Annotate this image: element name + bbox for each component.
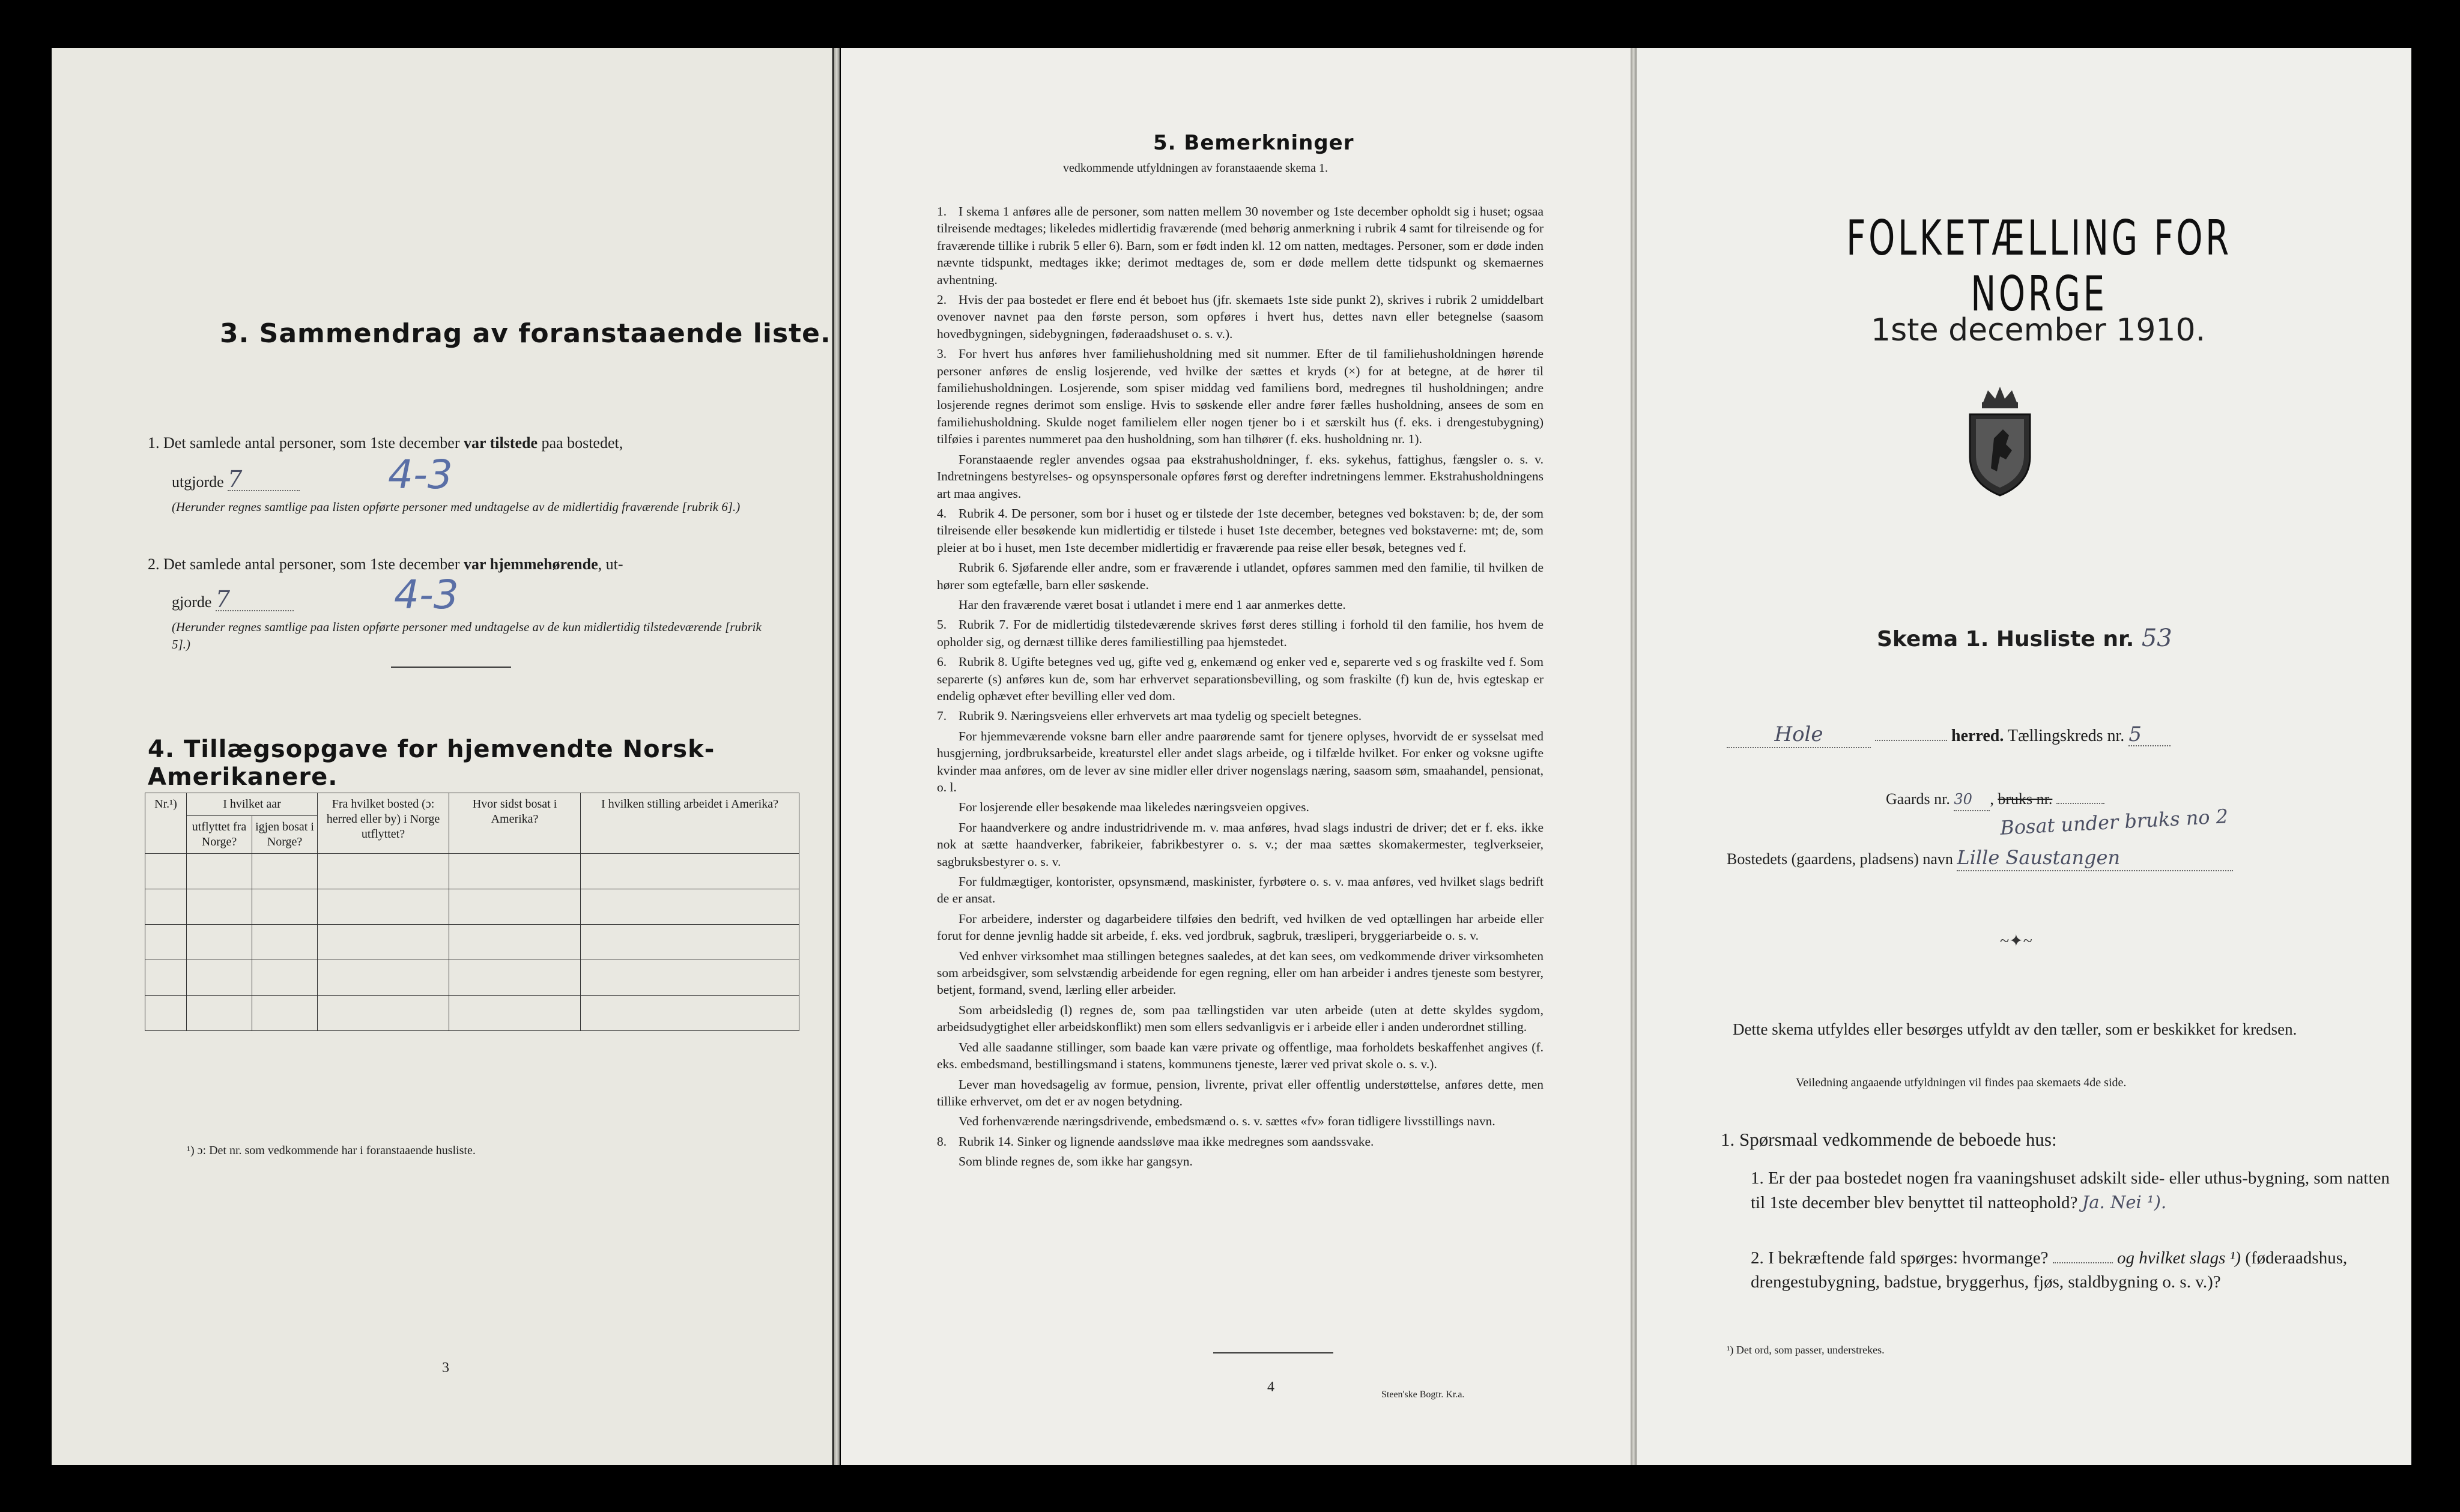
remark-paragraph	[937, 873, 1544, 907]
item1-note: (Herunder regnes samtlige paa listen opførte personer med undtagelse av de midlertidig fraværende [rubrik 6].)	[172, 500, 741, 514]
col-emigrated: utflyttet fra Norge?	[187, 816, 252, 854]
col-group-year: I hvilket aar	[187, 793, 318, 816]
instruction: Dette skema utfyldes eller besørges utfyldt av den tæller, som er beskikket for kredsen.	[1733, 1020, 2297, 1038]
remark-text: Som blinde regnes de, som ikke har gangsyn.	[959, 1154, 1193, 1169]
remark-number: 6.	[937, 655, 947, 670]
page-middle	[841, 48, 1631, 1465]
remark-text: Rubrik 7. For de midlertidig tilstedeværende skrives først deres stilling i forhold til den familie, hos hvem de opholder sig, og dernæst tillike deres familiestilling paa hjemstedet.	[937, 617, 1544, 649]
remark-paragraph	[937, 910, 1544, 945]
bottom-rule	[1213, 1352, 1333, 1353]
instruction-small: Veiledning angaaende utfyldningen vil findes paa skemaets 4de side.	[1796, 1076, 2127, 1089]
col-returned: igjen bosat i Norge?	[252, 816, 318, 854]
q1-answer: Ja. Nei ¹).	[2082, 1192, 2167, 1212]
col-america: Hvor sidst bosat i Amerika?	[449, 793, 581, 854]
remark-paragraph	[937, 616, 1544, 650]
bruks-note: Bosat under bruks no 2	[1999, 805, 2229, 839]
remark-text: For arbeidere, inderster og dagarbeidere tilføies den bedrift, ved hvilken de ved optællingen har arbeide eller forut for denne jevnlig hadde sit arbeide, f. eks. ved jordbruk, sagbruk, træsliperi, bryggeriarbeide o. s. v.	[937, 911, 1544, 943]
remarks-body	[937, 203, 1544, 1173]
remark-paragraph	[937, 451, 1544, 502]
table-row	[145, 854, 799, 889]
remark-text: Ved forhenværende næringsdrivende, embedsmænd o. s. v. sættes «fv» foran tidligere livsstillings navn.	[959, 1114, 1495, 1129]
remark-number: 5.	[937, 617, 947, 632]
fold-2	[1631, 48, 1637, 1465]
question-title: 1. Spørsmaal vedkommende de beboede hus:	[1721, 1129, 2057, 1150]
remark-text: Rubrik 8. Ugifte betegnes ved ug, gifte ved g, enkemænd og enker ved e, separerte ved s og fraskilte ved f. Som separerte (s) anføres kun de, som har erhvervet separationsbevilling, og som fraskilte (f) kun de, hvis egteskap er endelig ophævet efter bevilling eller ved dom.	[937, 655, 1544, 703]
main-title: FOLKETÆLLING FOR NORGE	[1846, 210, 2232, 322]
gaards-line: Gaards nr. 30 , bruks nr.	[1886, 788, 2104, 811]
item2-note: (Herunder regnes samtlige paa listen opførte personer med undtagelse av de kun midlertidig tilstedeværende [rubrik 5].)	[172, 620, 762, 652]
remark-paragraph	[937, 819, 1544, 870]
remark-paragraph	[937, 203, 1544, 288]
remark-text: Har den fraværende været bosat i utlandet i mere end 1 aar anmerkes dette.	[959, 597, 1346, 612]
remark-text: Lever man hovedsagelig av formue, pension, livrente, privat eller offentlig understøttelse, anføres dette, men tillike erhvervet, om det er av nogen betydning.	[937, 1077, 1544, 1108]
remark-text: Foranstaaende regler anvendes ogsaa paa ekstrahusholdninger, f. eks. sykehus, fattighus, fængsler o. s. v. Indretningens bestyrelses- og opsynspersonale opføres først og derefter indretningens lemmer. Ekstrahusholdningens art maa angives.	[937, 452, 1544, 501]
remark-text: For losjerende eller besøkende maa likeledes næringsveien opgives.	[959, 800, 1309, 815]
remark-paragraph	[937, 1113, 1544, 1129]
remark-paragraph	[937, 1153, 1544, 1170]
remark-paragraph	[937, 1076, 1544, 1110]
remark-text: Rubrik 9. Næringsveiens eller erhvervets art maa tydelig og specielt betegnes.	[959, 709, 1362, 724]
item2-annotation: 4-3	[394, 572, 459, 618]
remark-text: For hjemmeværende voksne barn eller andre paarørende samt for tjenere oplyses, hvorvidt de er sysselsat med husgjerning, jordbruksarbeide, kreaturstel eller andet slags arbeide, og i tilfælde hvilket. For enker og voksne ugifte kvinder maa anføres, om de lever av sine midler eller driver nogenslags næring, saasom søm, smaahandel, pensionat, o. l.	[937, 728, 1544, 794]
remark-text: Rubrik 14. Sinker og lignende aandssløve maa ikke medregnes som aandssvake.	[959, 1134, 1374, 1149]
remark-text: For haandverkere og andre industridrivende m. v. maa anføres, hvad slags industri de driver; det er f. eks. ikke nok at sætte haandverker, fabrikeier, fabrikbestyrer o. s. v.; der maa sættes skomakermester, teglverkseier, sagbruksbestyrer o. s. v.	[937, 820, 1544, 869]
table-row	[145, 960, 799, 996]
remark-number: 4.	[937, 506, 947, 521]
remarks-title: 5. Bemerkninger	[1153, 131, 1354, 155]
remark-text: Hvis der paa bostedet er flere end ét beboet hus (jfr. skemaets 1ste side punkt 2), skrives i rubrik 2 umiddelbart ovenover navnet paa den første person, som opføres i hvert hus, dettes navn eller betegnelse (saasom hovedbygningen, sidebygningen, føderaadshuset o. s. v.).	[937, 292, 1544, 341]
item2-value-line: gjorde 7	[172, 588, 294, 613]
remark-paragraph	[937, 505, 1544, 556]
remark-paragraph	[937, 1002, 1544, 1036]
remark-text: Ved alle saadanne stillinger, som baade kan være private og offentlige, maa forholdets beskaffenhet angives (f. eks. embedsmand, bestillingsmand i statens, kommunens tjeneste, lærer ved privat skole o. s. v.).	[937, 1039, 1544, 1072]
remark-paragraph	[937, 653, 1544, 704]
table-row	[145, 925, 799, 960]
remark-number: 8.	[937, 1134, 947, 1149]
herred-value: Hole	[1774, 722, 1823, 746]
col-from: Fra hvilket bosted (ɔ: herred eller by) i Norge utflyttet?	[318, 793, 449, 854]
remark-paragraph	[937, 707, 1544, 724]
remark-paragraph	[937, 1039, 1544, 1073]
item2-line: 2. Det samlede antal personer, som 1ste december var hjemmehørende, ut-	[148, 555, 623, 573]
kreds-value: 5	[2128, 724, 2171, 746]
remark-number: 7.	[937, 709, 947, 724]
remark-paragraph	[937, 559, 1544, 593]
remark-text: For hvert hus anføres hver familiehusholdning med sit nummer. Efter de til familiehusholdningen hørende personer anføres de enslig losjerende, ved hvilke der sættes et kryds (×) for at betegne, at de hører til familiehusholdningen. Losjerende, som spiser middag ved familiens bord, medregnes til husholdningen; andre losjerende regnes derimot som enslige. Hvis to søskende eller andre fører fælles husholdning, ansees de som en familiehusholdning. Skulde noget familielem eller nogen tjener bo i et særskilt hus (f. eks. i drengestubygning) tilføies i parentes nummeret paa den husholdning, som han tilhører (f. eks. husholdning nr. 1).	[937, 346, 1544, 447]
item2-value: 7	[216, 588, 294, 611]
item1-value-line: utgjorde 7	[172, 468, 300, 493]
schema-line: Skema 1. Husliste nr. 53	[1877, 624, 2172, 652]
page-right	[1637, 48, 2411, 1465]
remark-paragraph	[937, 596, 1544, 613]
item1-annotation: 4-3	[388, 452, 453, 498]
americans-table	[145, 793, 799, 1031]
item1-value: 7	[228, 468, 300, 491]
remark-text: I skema 1 anføres alle de personer, som natten mellem 30 november og 1ste december opholdt sig i huset; ogsaa tilreisende medtages; likeledes midlertidig fraværende (med behørig anmerkning i rubrik 4 samt for tilreisende og for fraværende tillike i rubrik 5 eller 6). Barn, som er født inden kl. 12 om natten, medtages. Personer, som er døde inden nævnte tidspunkt, medtages ikke; derimot medtages de, som er døde mellem dette tidspunkt og skemaernes avhentning.	[937, 204, 1544, 287]
remarks-subtitle: vedkommende utfyldningen av foranstaaende skema 1.	[1063, 162, 1328, 175]
page3-footnote: ¹) Det ord, som passer, understrekes.	[1727, 1344, 1885, 1356]
remark-paragraph	[937, 1133, 1544, 1150]
remark-text: For fuldmægtiger, kontorister, opsynsmænd, maskinister, fyrbøtere o. s. v. maa anføres, ved hvilket slags bedrift de er ansat.	[937, 874, 1544, 906]
bosted-value: Lille Saustangen	[1957, 846, 2121, 869]
page-number-3: 3	[442, 1360, 449, 1376]
husliste-number: 53	[2141, 624, 2172, 652]
page-left	[52, 48, 832, 1465]
section3-title: 3. Sammendrag av foranstaaende liste.	[220, 318, 831, 349]
col-work: I hvilken stilling arbeidet i Amerika?	[581, 793, 799, 854]
col-nr: Nr.¹)	[145, 793, 187, 854]
question-2: 2. I bekræftende fald spørges: hvormange? og hvilket slags ¹) (føderaadshus, drengestubygning, badstue, bryggerhus, fjøs, staldbygning o. s. v.)?	[1751, 1248, 2348, 1292]
remark-paragraph	[937, 345, 1544, 447]
herred-line: Hole herred. Tællingskreds nr. 5	[1727, 724, 2375, 748]
section4-title: 4. Tillægsopgave for hjemvendte Norsk-Amerikanere.	[148, 736, 715, 791]
remark-text: Rubrik 4. De personer, som bor i huset og er tilstede der 1ste december, betegnes ved bokstaven: b; de, der som tilreisende eller besøkende kun midlertidig er tilstede i huset 1ste december, betegnes ved bokstaverne: mt; de, som pleier at bo i huset, men 1ste december midlertidig er fraværende paa reise eller besøk, betegnes ved f.	[937, 506, 1544, 555]
gaards-value: 30	[1954, 788, 1990, 811]
remark-paragraph	[937, 948, 1544, 999]
census-date: 1ste december 1910.	[1871, 312, 2206, 348]
coat-of-arms-icon	[1964, 384, 2036, 498]
remark-paragraph	[937, 799, 1544, 815]
fold-1	[834, 48, 840, 1465]
remark-text: Ved enhver virksomhet maa stillingen betegnes saaledes, at det kan sees, om vedkommende driver virksomheten som arbeidsgiver, som selvstændig arbeidende for egen regning, eller om han arbeider i andres tjeneste som bestyrer, betjent, formand, svend, lærling eller arbeider.	[937, 948, 1544, 997]
remark-text: Rubrik 6. Sjøfarende eller andre, som er fraværende i utlandet, opføres sammen med den familie, til hvilken de hører som egtefælle, barn eller søskende.	[937, 560, 1544, 592]
printer-mark: Steen'ske Bogtr. Kr.a.	[1381, 1390, 1465, 1400]
remark-text: Som arbeidsledig (l) regnes de, som paa tællingstiden var uten arbeide (uten at dette skyldes sygdom, arbeidsudygtighet eller arbeidskonflikt) men som ellers sedvanligvis er i arbeide eller i anden underordnet stilling.	[937, 1002, 1544, 1035]
page-number-4: 4	[1267, 1379, 1274, 1395]
remark-paragraph	[937, 291, 1544, 342]
ornament-icon: ~✦~	[2000, 932, 2032, 951]
table-row	[145, 889, 799, 925]
item1-line: 1. Det samlede antal personer, som 1ste december var tilstede paa bostedet,	[148, 434, 623, 452]
remark-number: 2.	[937, 292, 947, 307]
remark-number: 1.	[937, 204, 947, 219]
bosted-line: Bostedets (gaardens, pladsens) navn Lille Saustangen	[1727, 847, 2381, 871]
table-row	[145, 996, 799, 1031]
remark-number: 3.	[937, 346, 947, 361]
divider	[391, 667, 511, 668]
remark-paragraph	[937, 728, 1544, 796]
question-1: 1. Er der paa bostedet nogen fra vaaningshuset adskilt side- eller uthus-bygning, som natten til 1ste december blev benyttet til natteophold? Ja. Nei ¹).	[1751, 1169, 2390, 1212]
section4-footnote: ¹) ɔ: Det nr. som vedkommende har i foranstaaende husliste.	[187, 1144, 476, 1157]
